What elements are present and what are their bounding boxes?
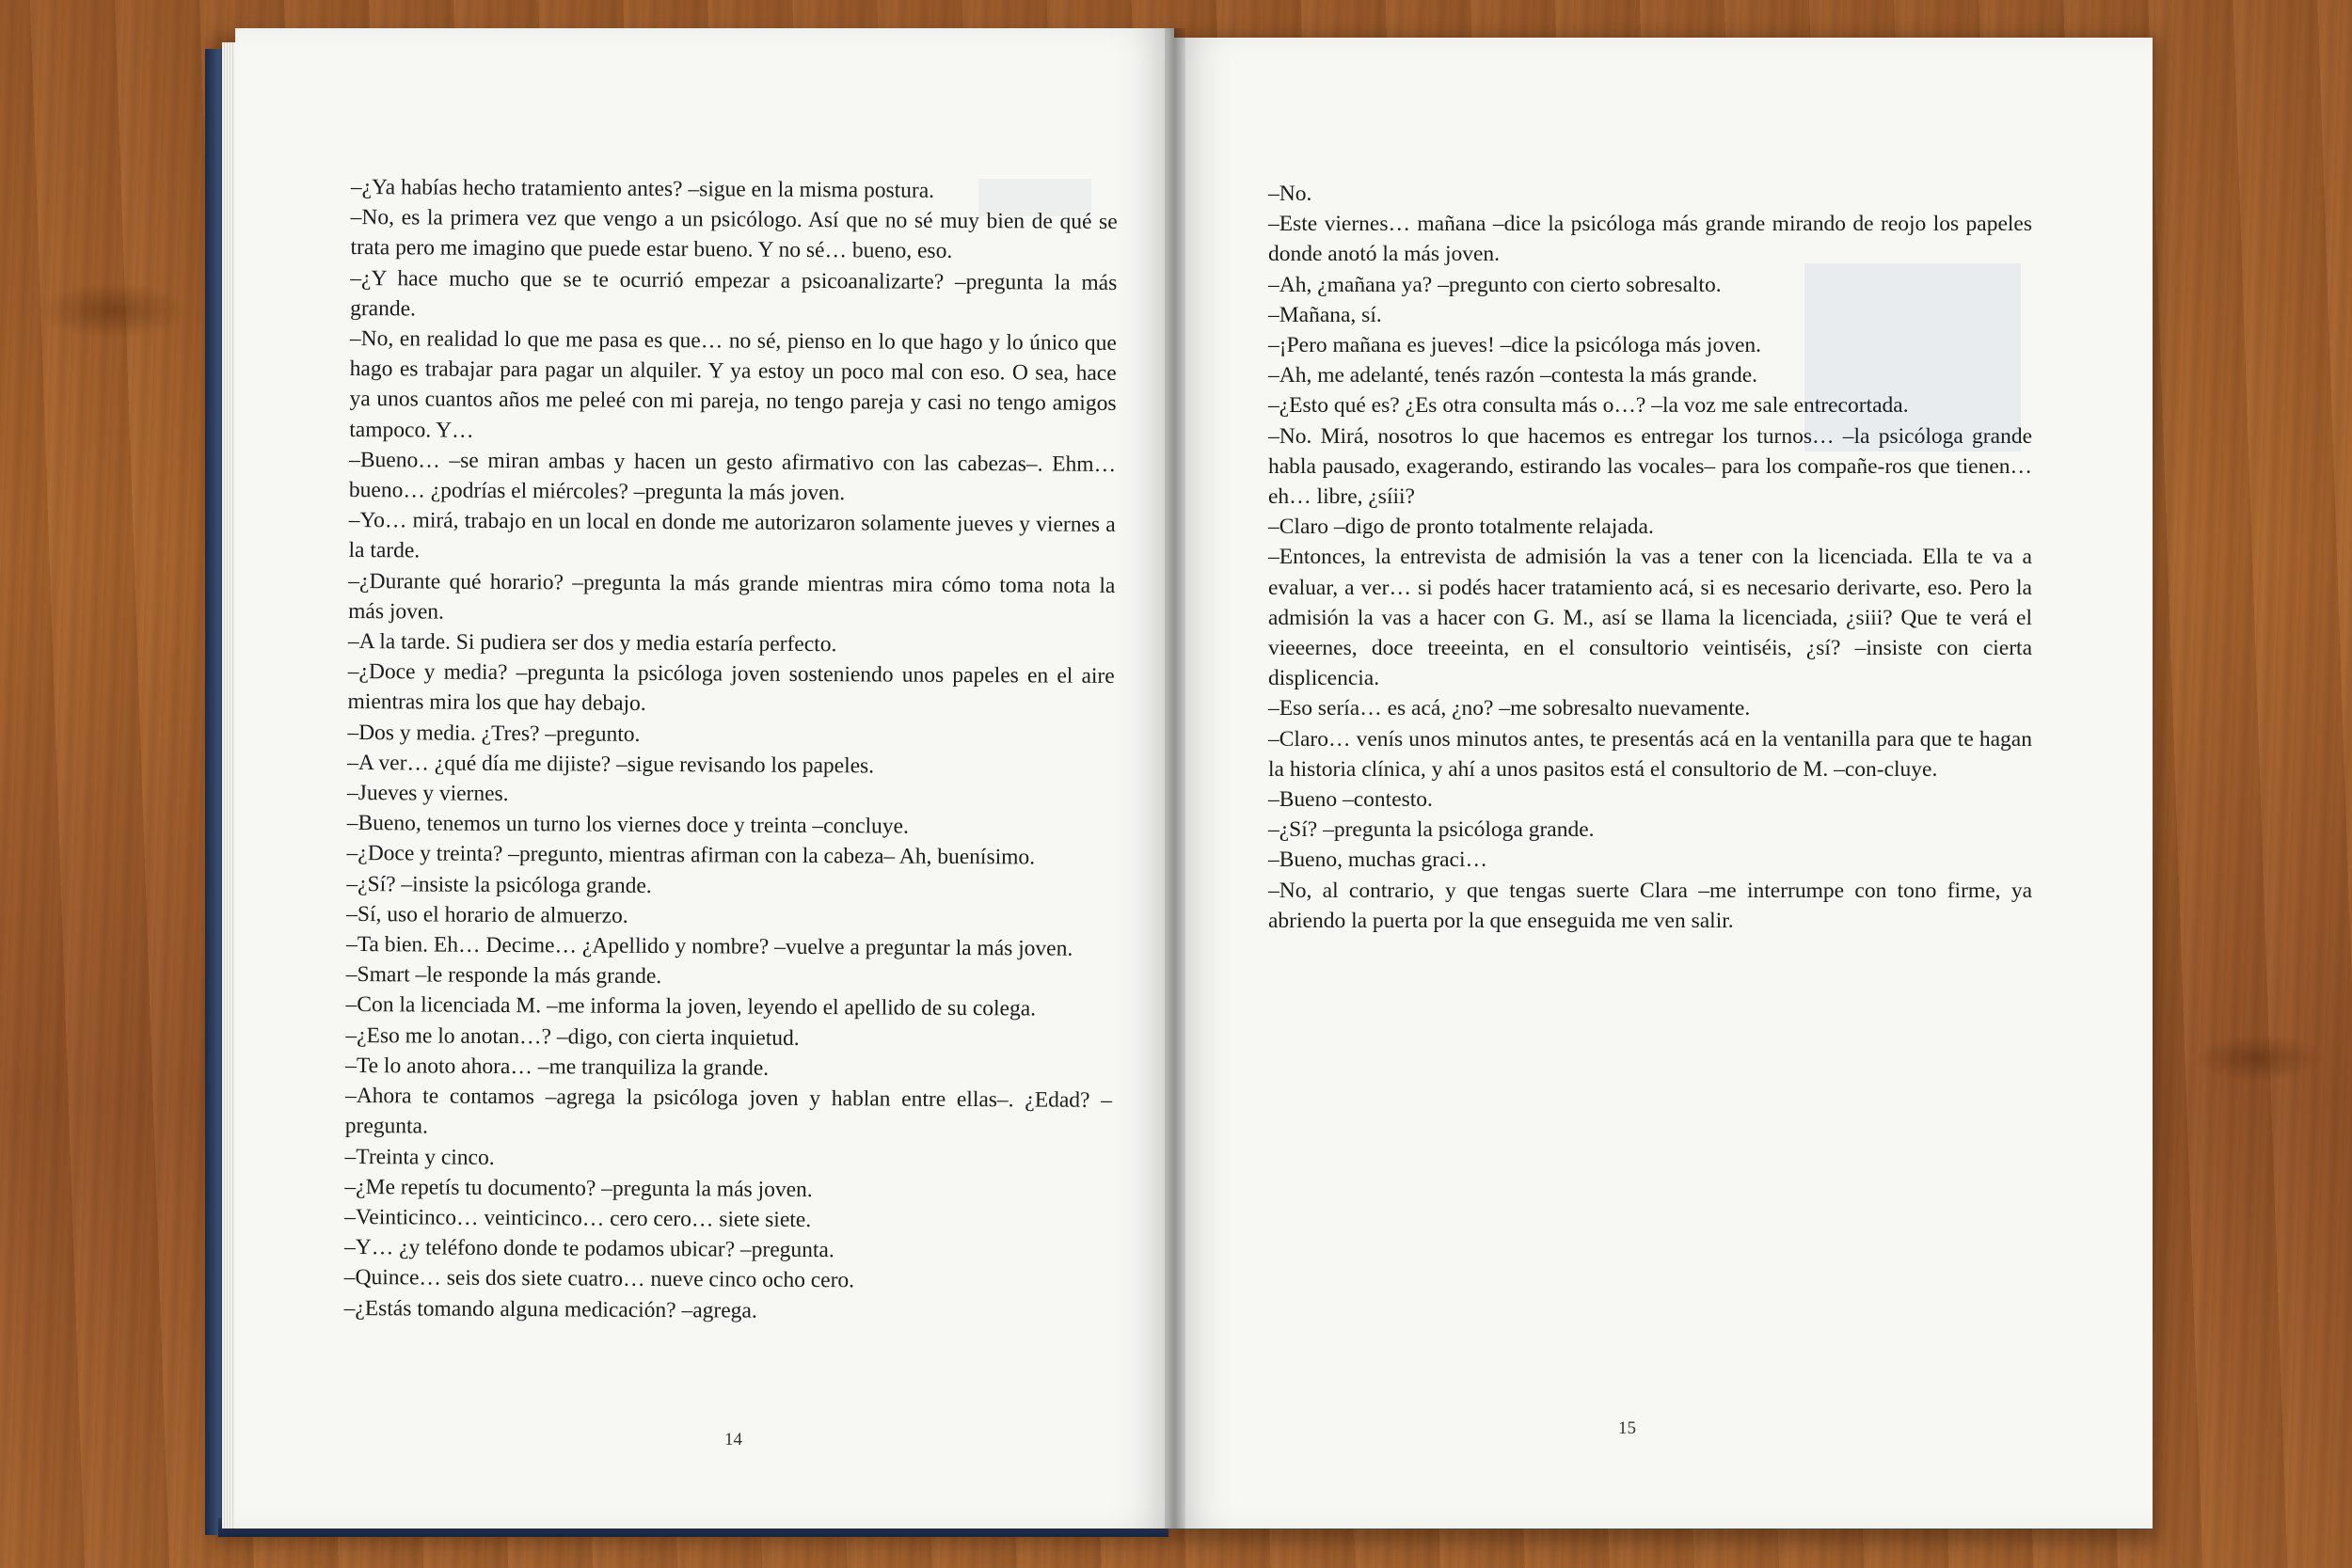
dialogue-line: –Te lo anoto ahora… –me tranquiliza la grande. <box>345 1053 770 1081</box>
dialogue-line: –Veinticinco… veinticinco… cero cero… siete siete. <box>344 1204 812 1232</box>
dialogue-line: –¿Estás tomando alguna medicación? –agrega. <box>343 1295 757 1323</box>
dialogue-line: –Eso sería… es acá, ¿no? –me sobresalto nuevamente. <box>1268 696 1751 721</box>
dialogue-line: –¿Eso me lo anotan…? –digo, con cierta inquietud. <box>345 1022 800 1051</box>
dialogue-line: –¿Durante qué horario? –pregunta la más grande mientras mira cómo toma nota la más joven. <box>348 568 1116 625</box>
dialogue-line: –Y… ¿y teléfono donde te podamos ubicar? –pregunta. <box>343 1235 834 1263</box>
page-number-left: 14 <box>724 1430 742 1449</box>
wood-knot <box>38 282 188 339</box>
dialogue-line: –A ver… ¿qué día me dijiste? –sigue revisando los papeles. <box>347 750 875 779</box>
right-page <box>1174 38 2153 1528</box>
dialogue-line: –¿Sí? –insiste la psicóloga grande. <box>346 871 652 898</box>
dialogue-line: –Jueves y viernes. <box>346 781 509 807</box>
dialogue-line: –No. Mirá, nosotros lo que hacemos es entregar los turnos… –la psicóloga grande habla pausado, exagerando, estirando las vocales– para los compañe-ros que tienen… eh… libre, ¿síii? <box>1268 423 2032 510</box>
dialogue-line: –¿Ya habías hecho tratamiento antes? –sigue en la misma postura. <box>350 174 935 203</box>
dialogue-line: –Ah, ¿mañana ya? –pregunto con cierto sobresalto. <box>1268 272 1722 297</box>
dialogue-line: –Ah, me adelanté, tenés razón –contesta la más grande. <box>1268 363 1758 388</box>
dialogue-line: –¿Doce y media? –pregunta la psicóloga joven sosteniendo unos papeles en el aire mientras mira los que hay debajo. <box>347 659 1115 717</box>
dialogue-line: –Bueno –contesto. <box>1268 787 1433 813</box>
dialogue-line: –Sí, uso el horario de almuerzo. <box>346 901 628 928</box>
left-page-text <box>344 172 1118 1328</box>
dialogue-line: –Mañana, sí. <box>1268 302 1382 327</box>
dialogue-line: –¿Esto qué es? ¿Es otra consulta más o…? –la voz me sale entrecortada. <box>1268 393 1909 419</box>
wood-knot <box>2192 1035 2324 1082</box>
dialogue-line: –Dos y media. ¿Tres? –pregunto. <box>347 720 641 747</box>
right-page-text <box>1268 179 2032 936</box>
dialogue-line: –Con la licenciada M. –me informa la joven, leyendo el apellido de su colega. <box>345 992 1037 1022</box>
dialogue-line: –¿Y hace mucho que se te ocurrió empezar a psicoanalizarte? –pregunta la más grande. <box>350 265 1118 322</box>
dialogue-line: –¡Pero mañana es jueves! –dice la psicóloga más joven. <box>1268 333 1762 358</box>
dialogue-line: –No, en realidad lo que me pasa es que… no sé, pienso en lo que hago y lo único que hago es trabajar para pagar un alquiler. Y ya estoy un poco mal con eso. O sea, hace ya unos cuantos años me peleé con mi pareja, no tengo pareja y casi no tengo amigos tampoco. Y… <box>349 326 1117 443</box>
dialogue-line: –¿Sí? –pregunta la psicóloga grande. <box>1268 817 1595 843</box>
dialogue-line: –¿Me repetís tu documento? –pregunta la más joven. <box>344 1174 813 1202</box>
dialogue-line: –Claro… venís unos minutos antes, te presentás acá en la ventanilla para que te hagan la historia clínica, y ahí a unos pasitos está el consultorio de M. –con-cluye. <box>1268 726 2032 782</box>
dialogue-line: –Yo… mirá, trabajo en un local en donde me autorizaron solamente jueves y viernes a la tarde. <box>348 508 1116 563</box>
dialogue-line: –Entonces, la entrevista de admisión la vas a tener con la licenciada. Ella te va a evaluar, a ver… si podés hacer tratamiento acá, si es necesario derivarte, eso. Pero la admisión la vas a hacer con G. M., así se llama la licenciada, ¿siii? Que te verá el vieeernes, doce treeeinta, en el consultorio veintiséis, ¿sí? –insiste con cierta displicencia. <box>1268 545 2032 691</box>
dialogue-line: –Ta bien. Eh… Decime… ¿Apellido y nombre? –vuelve a preguntar la más joven. <box>345 932 1073 961</box>
dialogue-line: –Bueno… –se miran ambas y hacen un gesto afirmativo con las cabezas–. Ehm… bueno… ¿podrías el miércoles? –pregunta la más joven. <box>348 447 1117 506</box>
book-gutter <box>1165 28 1185 1528</box>
dialogue-line: –Claro –digo de pronto totalmente relajada. <box>1268 515 1654 540</box>
dialogue-line: –Quince… seis dos siete cuatro… nueve cinco ocho cero. <box>343 1265 855 1293</box>
left-page <box>235 28 1174 1528</box>
dialogue-line: –¿Doce y treinta? –pregunto, mientras afirman con la cabeza– Ah, buenísimo. <box>346 841 1036 870</box>
dialogue-line: –No, es la primera vez que vengo a un psicólogo. Así que no sé muy bien de qué se trata pero me imagino que puede estar bueno. Y no sé… bueno, eso. <box>350 205 1118 264</box>
dialogue-line: –No, al contrario, y que tengas suerte Clara –me interrumpe con tono firme, ya abriendo la puerta por la que enseguida me ven salir. <box>1268 878 2032 933</box>
dialogue-line: –Este viernes… mañana –dice la psicóloga más grande mirando de reojo los papeles donde anotó la más joven. <box>1268 212 2032 267</box>
dialogue-line: –Smart –le responde la más grande. <box>345 962 662 990</box>
dialogue-line: –Bueno, muchas graci… <box>1268 847 1487 873</box>
page-number-right: 15 <box>1618 1418 1636 1438</box>
dialogue-line: –No. <box>1268 182 1312 206</box>
dialogue-line: –Ahora te contamos –agrega la psicóloga joven y hablan entre ellas–. ¿Edad? –pregunta. <box>344 1084 1113 1139</box>
dialogue-line: –Treinta y cinco. <box>344 1144 495 1170</box>
dialogue-line: –Bueno, tenemos un turno los viernes doce y treinta –concluye. <box>346 811 909 839</box>
dialogue-line: –A la tarde. Si pudiera ser dos y media estaría perfecto. <box>347 629 837 657</box>
